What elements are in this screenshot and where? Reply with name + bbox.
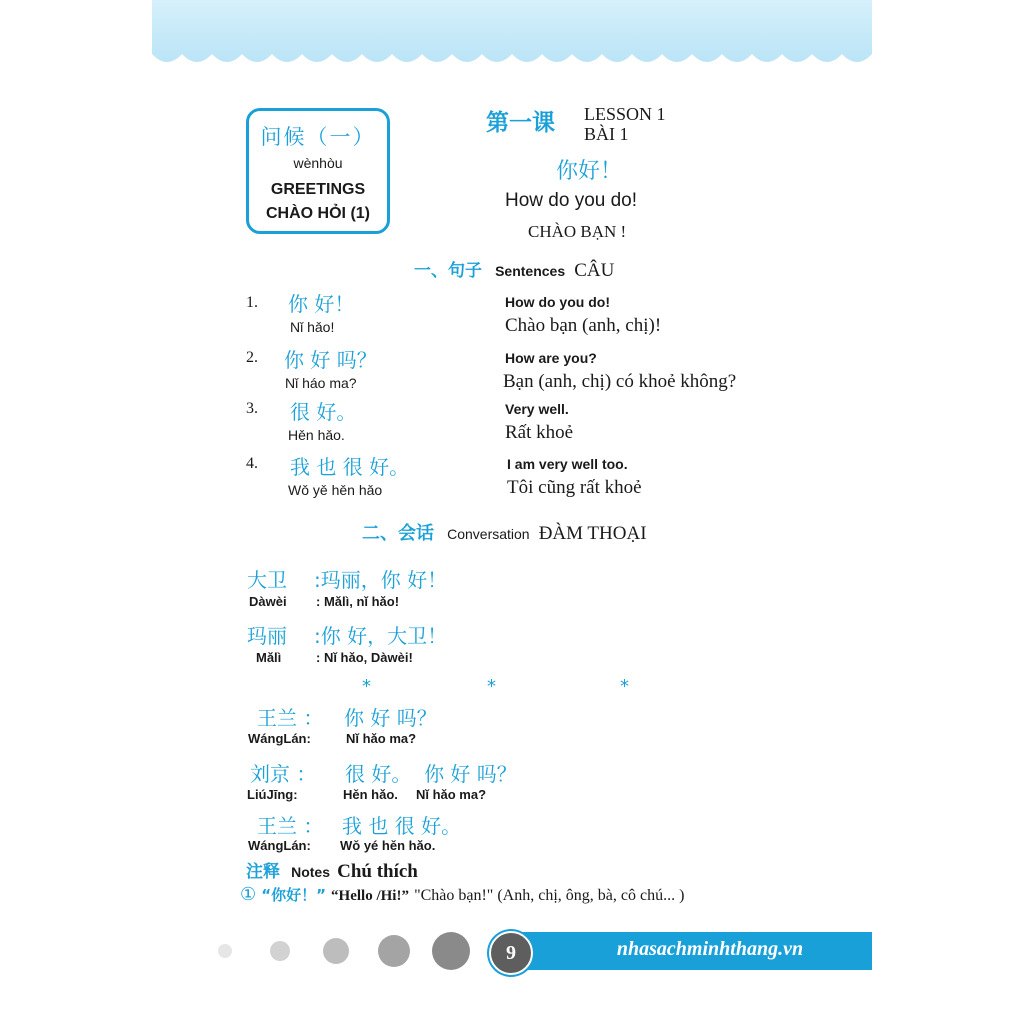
note-english: “Hello /Hi!” [331, 888, 409, 904]
star-icon: * [362, 676, 371, 697]
sentence-vietnamese: Chào bạn (anh, chị)! [505, 315, 662, 336]
greetings-english: GREETINGS [270, 181, 366, 198]
scallop-edge [152, 46, 872, 70]
sentence-pinyin: Nǐ háo ma? [285, 375, 357, 391]
note-marker: ① [240, 884, 257, 905]
footer-dot [323, 938, 349, 964]
greetings-pinyin: wènhòu [293, 155, 343, 171]
notes-heading-hanzi: 注释 [246, 862, 280, 882]
speaker-pinyin: LiúJīng: [247, 787, 298, 802]
conversation-heading-hanzi: 二、会话 [362, 523, 434, 544]
sentences-heading [414, 256, 614, 282]
sentence-pinyin: Wǒ yě hěn hǎo [288, 482, 383, 498]
dialogue-line-hanzi: 你 好 吗？ [344, 706, 437, 730]
speaker-hanzi: 刘京 ： [250, 762, 317, 786]
speaker-pinyin: Mǎlì [256, 650, 282, 665]
speaker-hanzi: 玛丽 [247, 624, 287, 648]
footer-dot [378, 935, 410, 967]
speaker-hanzi: 王兰 ： [257, 706, 324, 730]
dialogue-line-pinyin: Nǐ hǎo ma? [346, 731, 417, 746]
sentence-hanzi: 你 好 吗？ [284, 348, 377, 372]
sentence-hanzi: 你 好！ [288, 292, 355, 316]
conversation-heading-english: Conversation [447, 526, 530, 542]
speaker-pinyin: WángLán: [248, 731, 311, 746]
lesson-hanzi: 第一课 [486, 110, 555, 136]
lesson-vietnamese: BÀI 1 [584, 124, 629, 144]
sentences-heading-english: Sentences [495, 263, 566, 279]
speaker-pinyin: WángLán: [248, 838, 311, 853]
dialogue-line-hanzi: :你 好，大卫！ [314, 624, 448, 648]
lesson-title-english: How do you do! [505, 190, 638, 211]
sentence-vietnamese: Rất khoẻ [505, 422, 574, 443]
website-label: nhasachminhthang.vn [616, 938, 804, 960]
sentence-pinyin: Nǐ hǎo! [290, 319, 335, 335]
dialogue-line-pinyin: : Mǎlì, nǐ hǎo! [316, 594, 400, 609]
sentence-number: 3. [246, 400, 258, 417]
footer-dot [218, 944, 232, 958]
speaker-hanzi: 大卫 [247, 568, 287, 592]
footer-dot [270, 941, 290, 961]
conversation-heading-vietnamese: ĐÀM THOẠI [538, 523, 647, 544]
greetings-box [246, 108, 390, 234]
speaker-hanzi: 王兰 ： [257, 814, 324, 838]
sentences-heading-vietnamese: CÂU [574, 260, 615, 281]
page-number-badge: 9 [489, 931, 533, 975]
sentence-hanzi: 很 好。 [290, 400, 357, 424]
greetings-vietnamese: CHÀO HỎI (1) [266, 205, 370, 222]
sentence-vietnamese: Tôi cũng rất khoẻ [507, 477, 642, 498]
dialogue-line-hanzi: :玛丽，你 好！ [314, 568, 448, 592]
notes-heading-vietnamese: Chú thích [337, 861, 418, 882]
speaker-pinyin: Dàwèi [249, 594, 287, 609]
sentence-vietnamese: Bạn (anh, chị) có khoẻ không? [503, 371, 737, 392]
lesson-english: LESSON 1 [584, 104, 666, 124]
dialogue-line-pinyin: : Nǐ hǎo, Dàwèi! [316, 650, 413, 665]
lesson-title-hanzi: 你好！ [556, 159, 623, 184]
star-separator [362, 676, 632, 696]
sentence-english: I am very well too. [507, 456, 628, 472]
sentences-heading-hanzi: 一、句子 [414, 261, 482, 281]
dialogue-line-pinyin: Hěn hǎo. Nǐ hǎo ma? [343, 787, 487, 802]
dialogue-line-hanzi: 我 也 很 好。 [342, 814, 462, 838]
note-hanzi: “你好！” [261, 886, 326, 904]
star-icon: * [620, 676, 629, 697]
conversation-heading [362, 519, 647, 545]
sentence-number: 1. [246, 294, 258, 311]
sentence-pinyin: Hěn hǎo. [288, 427, 345, 443]
sentence-english: How are you? [505, 350, 597, 366]
sentence-english: How do you do! [505, 294, 610, 310]
star-icon: * [487, 676, 496, 697]
sentence-english: Very well. [505, 401, 569, 417]
dialogue-line-pinyin: Wǒ yé hěn hǎo. [340, 838, 436, 853]
note-item [240, 884, 684, 905]
sentence-number: 4. [246, 455, 258, 472]
note-vietnamese: "Chào bạn!" (Anh, chị, ông, bà, cô chú... ) [414, 887, 685, 904]
sentence-number: 2. [246, 349, 258, 366]
footer-dot [432, 932, 470, 970]
notes-heading [246, 857, 418, 883]
dialogue-line-hanzi: 很 好。 你 好 吗？ [345, 762, 517, 786]
sentence-hanzi: 我 也 很 好。 [290, 455, 410, 479]
header-band [152, 0, 872, 70]
lesson-title-vietnamese: CHÀO BẠN ! [528, 222, 627, 241]
greetings-hanzi: 问候（一） [260, 125, 376, 149]
notes-heading-english: Notes [291, 864, 330, 880]
